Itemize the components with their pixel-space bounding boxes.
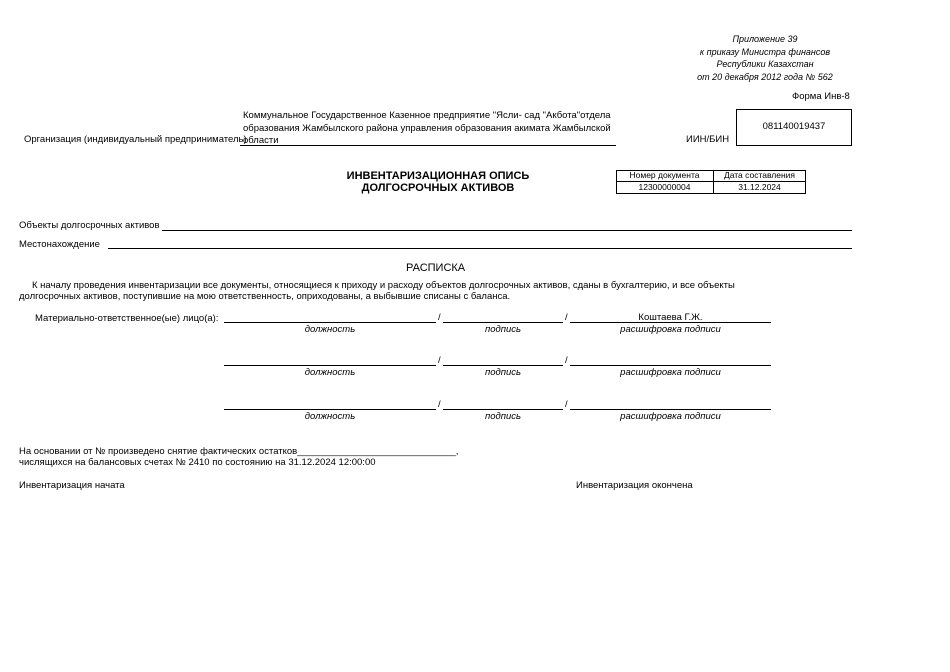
responsible-persons-label: Материально-ответственное(ые) лицо(а): (35, 313, 219, 324)
signature-caption: подпись (484, 411, 522, 422)
title-line-1: ИНВЕНТАРИЗАЦИОННАЯ ОПИСЬ (346, 170, 530, 182)
appendix-line-4: от 20 декабря 2012 года № 562 (697, 71, 833, 82)
receipt-text-line-2: долгосрочных активов, поступившие на мою ответственность, оприходованы, а выбывшие списаны с баланса. (19, 291, 511, 302)
signature-line (443, 365, 563, 366)
doc-number-value: 12300000004 (638, 182, 691, 192)
decoding-line (570, 365, 771, 366)
title-line-2: ДОЛГОСРОЧНЫХ АКТИВОВ (361, 182, 515, 194)
organization-name (243, 110, 611, 148)
slash-separator: / (565, 399, 568, 410)
decoding-caption: расшифровка подписи (620, 367, 721, 378)
basis-line-1: На основании от № произведено снятие фактических остатков______________________________, (19, 446, 459, 457)
position-caption: должность (304, 367, 356, 378)
appendix-line-1: Приложение 39 (732, 34, 798, 44)
inventory-started-label: Инвентаризация начата (19, 480, 125, 491)
position-line (224, 365, 436, 366)
signature-caption: подпись (484, 324, 522, 335)
position-caption: должность (304, 411, 356, 422)
slash-separator: / (565, 355, 568, 366)
decoding-caption: расшифровка подписи (620, 411, 721, 422)
appendix-line-2: к приказу Министра финансов (699, 46, 831, 57)
appendix-line-3: Республики Казахстан (716, 59, 814, 69)
location-underline (108, 248, 852, 249)
position-line (224, 409, 436, 410)
iin-label: ИИН/БИН (686, 134, 730, 145)
signature-line (443, 409, 563, 410)
organization-underline (240, 145, 616, 146)
appendix-block (680, 33, 850, 83)
signature-caption: подпись (484, 367, 522, 378)
slash-separator: / (438, 312, 441, 323)
signer-name: Коштаева Г.Ж. (638, 312, 703, 323)
organization-name-line-3: области (243, 135, 279, 146)
doc-date-value: 31.12.2024 (738, 182, 781, 192)
decoding-line (570, 409, 771, 410)
slash-separator: / (438, 399, 441, 410)
document-title (300, 170, 576, 194)
slash-separator: / (565, 312, 568, 323)
decoding-caption: расшифровка подписи (620, 324, 721, 335)
organization-label: Организация (индивидуальный предприниматель) (24, 134, 247, 145)
inventory-ended-label: Инвентаризация окончена (576, 480, 693, 491)
objects-label: Объекты долгосрочных активов (19, 220, 160, 231)
doc-date-header: Дата составления (723, 170, 796, 180)
signature-line (443, 322, 563, 323)
objects-underline (162, 230, 852, 231)
position-line (224, 322, 436, 323)
iin-value: 081140019437 (762, 121, 826, 132)
doc-number-header: Номер документа (629, 170, 700, 180)
position-caption: должность (304, 324, 356, 335)
organization-name-line-2: образования Жамбылского района управления образования акимата Жамбылской (243, 122, 611, 134)
basis-line-2: числящихся на балансовых счетах № 2410 по состоянию на 31.12.2024 12:00:00 (19, 457, 376, 468)
slash-separator: / (438, 355, 441, 366)
location-label: Местонахождение (19, 239, 100, 250)
receipt-heading: РАСПИСКА (406, 262, 466, 274)
form-label: Форма Инв-8 (792, 91, 850, 102)
receipt-text-line-1: К началу проведения инвентаризации все документы, относящиеся к приходу и расходу объектов долгосрочных активов, сданы в бухгалтерию, и все объекты (32, 280, 735, 291)
organization-name-line-1: Коммунальное Государственное Казенное предприятие "Ясли- сад "Акбота"отдела (243, 110, 611, 121)
